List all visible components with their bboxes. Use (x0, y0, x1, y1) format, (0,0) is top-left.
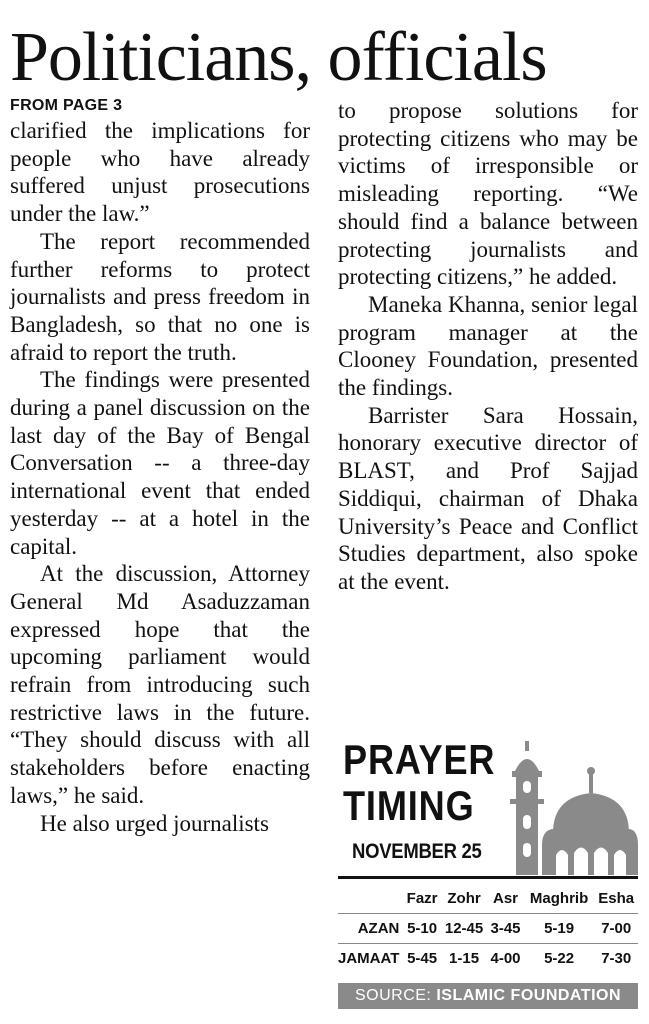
time-cell: 1-15 (441, 944, 488, 974)
time-cell: 4-00 (487, 944, 523, 974)
source-label: SOURCE: (354, 987, 432, 1004)
right-column (338, 97, 638, 596)
paragraph: The findings were presented during a panel discussion on the last day of the Bay of Bengal Conversation -- a three-day international event that ended yesterday -- at a hotel in the capital. (10, 367, 310, 559)
paragraph: The report recommended further reforms to protect journalists and press freedom in Bangladesh, so that no one is afraid to report the truth. (10, 228, 310, 365)
time-cell: 7-00 (594, 914, 638, 944)
left-column (10, 97, 310, 837)
source-bar (338, 983, 638, 1009)
table-row (338, 944, 638, 974)
time-cell: 5-45 (403, 944, 440, 974)
paragraph: He also urged journalists (40, 810, 269, 836)
paragraph: At the discussion, Attorney General Md Asaduzzaman expressed hope that the upcoming parliament would refrain from introducing such restrictive laws in the future. “They should discuss with all stakeholders before enacting laws,” he said. (10, 561, 310, 808)
empty-header (338, 884, 403, 914)
time-cell: 7-30 (594, 944, 638, 974)
column-header: Esha (598, 890, 635, 907)
time-cell: 5-22 (524, 944, 595, 974)
prayer-timing-box (338, 730, 638, 1012)
row-label: JAMAAT (338, 944, 403, 974)
column-header: Fazr (406, 890, 438, 907)
column-header: Maghrib (529, 890, 589, 907)
paragraph: clarified the implications for people who have already suffered unjust prosecutions under the law.” (10, 118, 310, 227)
row-label: AZAN (338, 914, 403, 944)
prayer-title-line1: PRAYER (343, 736, 496, 783)
time-cell: 12-45 (441, 914, 488, 944)
prayer-times-table (338, 884, 638, 973)
paragraph: Maneka Khanna, senior legal program manager at the Clooney Foundation, presented the findings. (338, 291, 638, 401)
source-name: ISLAMIC FOUNDATION (436, 987, 622, 1004)
column-header: Zohr (447, 890, 481, 907)
headline: Politicians, officials (10, 19, 547, 96)
time-cell: 3-45 (487, 914, 523, 944)
column-header: Asr (493, 890, 519, 907)
time-cell: 5-10 (403, 914, 440, 944)
prayer-title-line2: TIMING (343, 782, 475, 829)
table-row (338, 914, 638, 944)
prayer-date: NOVEMBER 25 (352, 840, 482, 863)
jump-kicker: FROM PAGE 3 (10, 97, 123, 114)
prayer-divider (338, 876, 638, 879)
time-cell: 5-19 (524, 914, 595, 944)
paragraph: to propose solutions for protecting citizens who may be victims of irresponsible or misleading reporting. “We should find a balance between protecting journalists and protecting citizens,” he added. (338, 98, 638, 290)
paragraph: Barrister Sara Hossain, honorary executive director of BLAST, and Prof Sajjad Siddiqui, chairman of Dhaka University’s Peace and Conflict Studies department, also spoke at the event. (338, 402, 638, 594)
mosque-icon (498, 735, 638, 875)
